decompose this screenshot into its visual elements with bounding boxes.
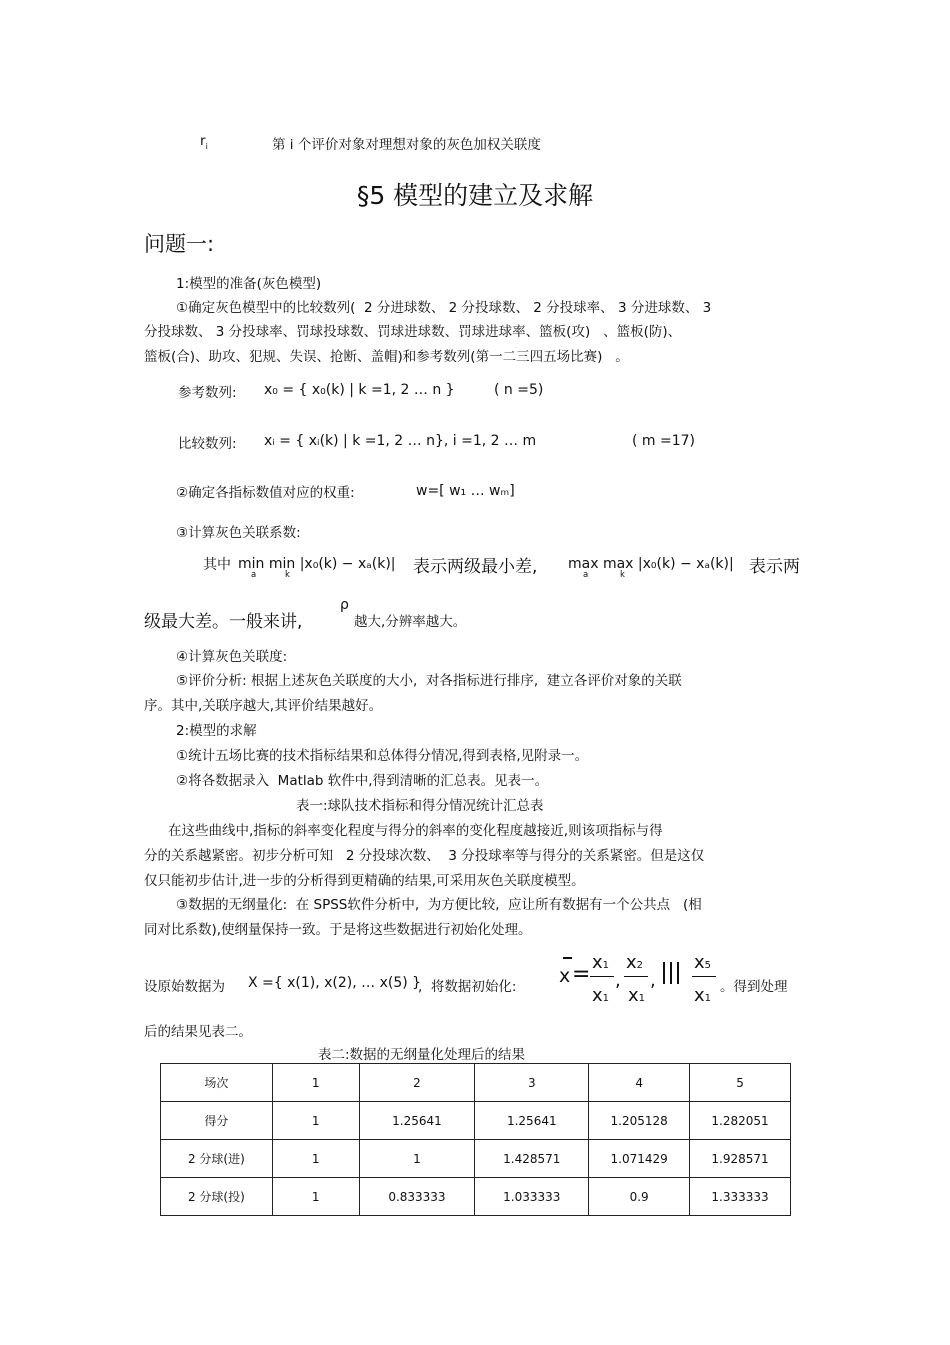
table-cell: 1.25641 bbox=[475, 1102, 589, 1140]
rho-symbol: ρ bbox=[340, 597, 349, 613]
r-i-symbol: $r_i$ bbox=[200, 133, 208, 151]
max-subscript-a: a bbox=[583, 570, 589, 580]
table-cell: 1 bbox=[359, 1140, 475, 1178]
min-subscript-k: k bbox=[285, 570, 290, 580]
min-subscript-a: a bbox=[251, 570, 257, 580]
table-header-cell: 1 bbox=[272, 1064, 359, 1102]
table-cell: 得分 bbox=[161, 1102, 273, 1140]
table-header-row bbox=[161, 1064, 791, 1102]
table1-caption: 表一:球队技术指标和得分情况统计汇总表 bbox=[296, 798, 544, 814]
table-cell: 0.833333 bbox=[359, 1178, 475, 1216]
init-suffix: 。得到处理 bbox=[720, 979, 788, 995]
prep-item5-line2: 序。其中,关联序越大,其评价结果越好。 bbox=[144, 698, 383, 714]
min-description: 表示两级最小差, bbox=[413, 557, 538, 577]
max-subscript-k: k bbox=[620, 570, 625, 580]
table-header-cell: 4 bbox=[589, 1064, 690, 1102]
cmp-sequence-note: ( m =17) bbox=[632, 433, 696, 449]
prep-item4: ④计算灰色关联度: bbox=[176, 649, 288, 665]
max-description: 表示两 bbox=[749, 557, 800, 577]
solve-step3-line1: ③数据的无纲量化: 在 SPSS软件分析中, 为方便比较, 应让所有数据有一个公共点 (相 bbox=[176, 897, 702, 913]
solve-step1: ①统计五场比赛的技术指标结果和总体得分情况,得到表格,见附录一。 bbox=[176, 748, 589, 764]
table-row bbox=[161, 1178, 791, 1216]
analysis-line2: 分的关系越紧密。初步分析可知 2 分投球次数、 3 分投球率等与得分的关系紧密。但是这仅 bbox=[144, 848, 705, 864]
table-header-cell: 5 bbox=[690, 1064, 791, 1102]
solve-step3-line2: 同对比系数),使纲量保持一致。于是将这些数据进行初始化处理。 bbox=[144, 922, 532, 938]
init-mid-text: , 将数据初始化: bbox=[418, 979, 517, 995]
prep-item1-line3: 篮板(合)、助攻、犯规、失误、抢断、盖帽)和参考数列(第一二三四五场比赛) 。 bbox=[144, 349, 629, 365]
table-cell: 1.205128 bbox=[589, 1102, 690, 1140]
question-heading: 问题一: bbox=[144, 232, 215, 256]
init-line2: 后的结果见表二。 bbox=[144, 1024, 252, 1040]
min-expression: min min |x₀(k) − xₐ(k)| bbox=[238, 556, 396, 572]
table2-caption: 表二:数据的无纲量化处理后的结果 bbox=[318, 1047, 526, 1063]
table-cell: 1 bbox=[272, 1178, 359, 1216]
coef-prefix: 其中 bbox=[203, 557, 231, 573]
table-cell: 1.333333 bbox=[690, 1178, 791, 1216]
table-cell: 0.9 bbox=[589, 1178, 690, 1216]
ref-sequence-note: ( n =5) bbox=[494, 382, 544, 398]
prep-item2: ②确定各指标数值对应的权重: bbox=[176, 485, 355, 501]
analysis-line3: 仅只能初步估计,进一步的分析得到更精确的结果,可采用灰色关联度模型。 bbox=[144, 873, 585, 889]
table-cell: 2 分球(进) bbox=[161, 1140, 273, 1178]
solve-step2: ②将各数据录入 Matlab 软件中,得到清晰的汇总表。见表一。 bbox=[176, 773, 549, 789]
prep-item5-line1: ⑤评价分析: 根据上述灰色关联度的大小, 对各指标进行排序, 建立各评价对象的关联 bbox=[176, 673, 682, 689]
table-cell: 1.25641 bbox=[359, 1102, 475, 1140]
table-cell: 1.428571 bbox=[475, 1140, 589, 1178]
max-expression: max max |x₀(k) − xₐ(k)| bbox=[568, 556, 734, 572]
weight-formula: w=[ w₁ … wₘ] bbox=[416, 483, 515, 499]
max-description-cont: 级最大差。一般来讲, bbox=[144, 612, 303, 632]
table-row bbox=[161, 1140, 791, 1178]
header-definition: 第 i 个评价对象对理想对象的灰色加权关联度 bbox=[272, 137, 541, 153]
prep-item1-line2: 分投球数、 3 分投球率、罚球投球数、罚球进球数、罚球进球率、篮板(攻) 、篮板(防)、 bbox=[144, 324, 682, 340]
table-header-cell: 2 bbox=[359, 1064, 475, 1102]
rho-description: 越大,分辨率越大。 bbox=[354, 614, 467, 630]
analysis-line1: 在这些曲线中,指标的斜率变化程度与得分的斜率的变化程度越接近,则该项指标与得 bbox=[168, 823, 663, 839]
prep-item3: ③计算灰色关联系数: bbox=[176, 525, 301, 541]
section-title: §5 模型的建立及求解 bbox=[356, 181, 594, 210]
table-cell: 1 bbox=[272, 1140, 359, 1178]
table-cell: 1.071429 bbox=[589, 1140, 690, 1178]
table-cell: 1.033333 bbox=[475, 1178, 589, 1216]
cmp-sequence-formula: xᵢ = { xᵢ(k) | k =1, 2 … n}, i =1, 2 … m bbox=[264, 433, 537, 449]
cmp-sequence-label: 比较数列: bbox=[178, 436, 237, 452]
init-data-formula: X ={ x(1), x(2), … x(5) } bbox=[248, 975, 422, 991]
ref-sequence-label: 参考数列: bbox=[178, 385, 237, 401]
table-cell: 2 分球(投) bbox=[161, 1178, 273, 1216]
solve-heading: 2:模型的求解 bbox=[176, 723, 257, 739]
normalized-results-table bbox=[160, 1063, 791, 1216]
init-prefix: 设原始数据为 bbox=[144, 979, 225, 995]
table-cell: 1.928571 bbox=[690, 1140, 791, 1178]
table-cell: 1 bbox=[272, 1102, 359, 1140]
prep-item1-line1: ①确定灰色模型中的比较数列( 2 分进球数、 2 分投球数、 2 分投球率、 3 分进球数、 3 bbox=[176, 300, 712, 316]
table-row bbox=[161, 1102, 791, 1140]
prep-heading: 1:模型的准备(灰色模型) bbox=[176, 276, 322, 292]
ref-sequence-formula: x₀ = { x₀(k) | k =1, 2 … n } bbox=[264, 382, 455, 398]
table-header-cell: 场次 bbox=[161, 1064, 273, 1102]
table-header-cell: 3 bbox=[475, 1064, 589, 1102]
table-cell: 1.282051 bbox=[690, 1102, 791, 1140]
